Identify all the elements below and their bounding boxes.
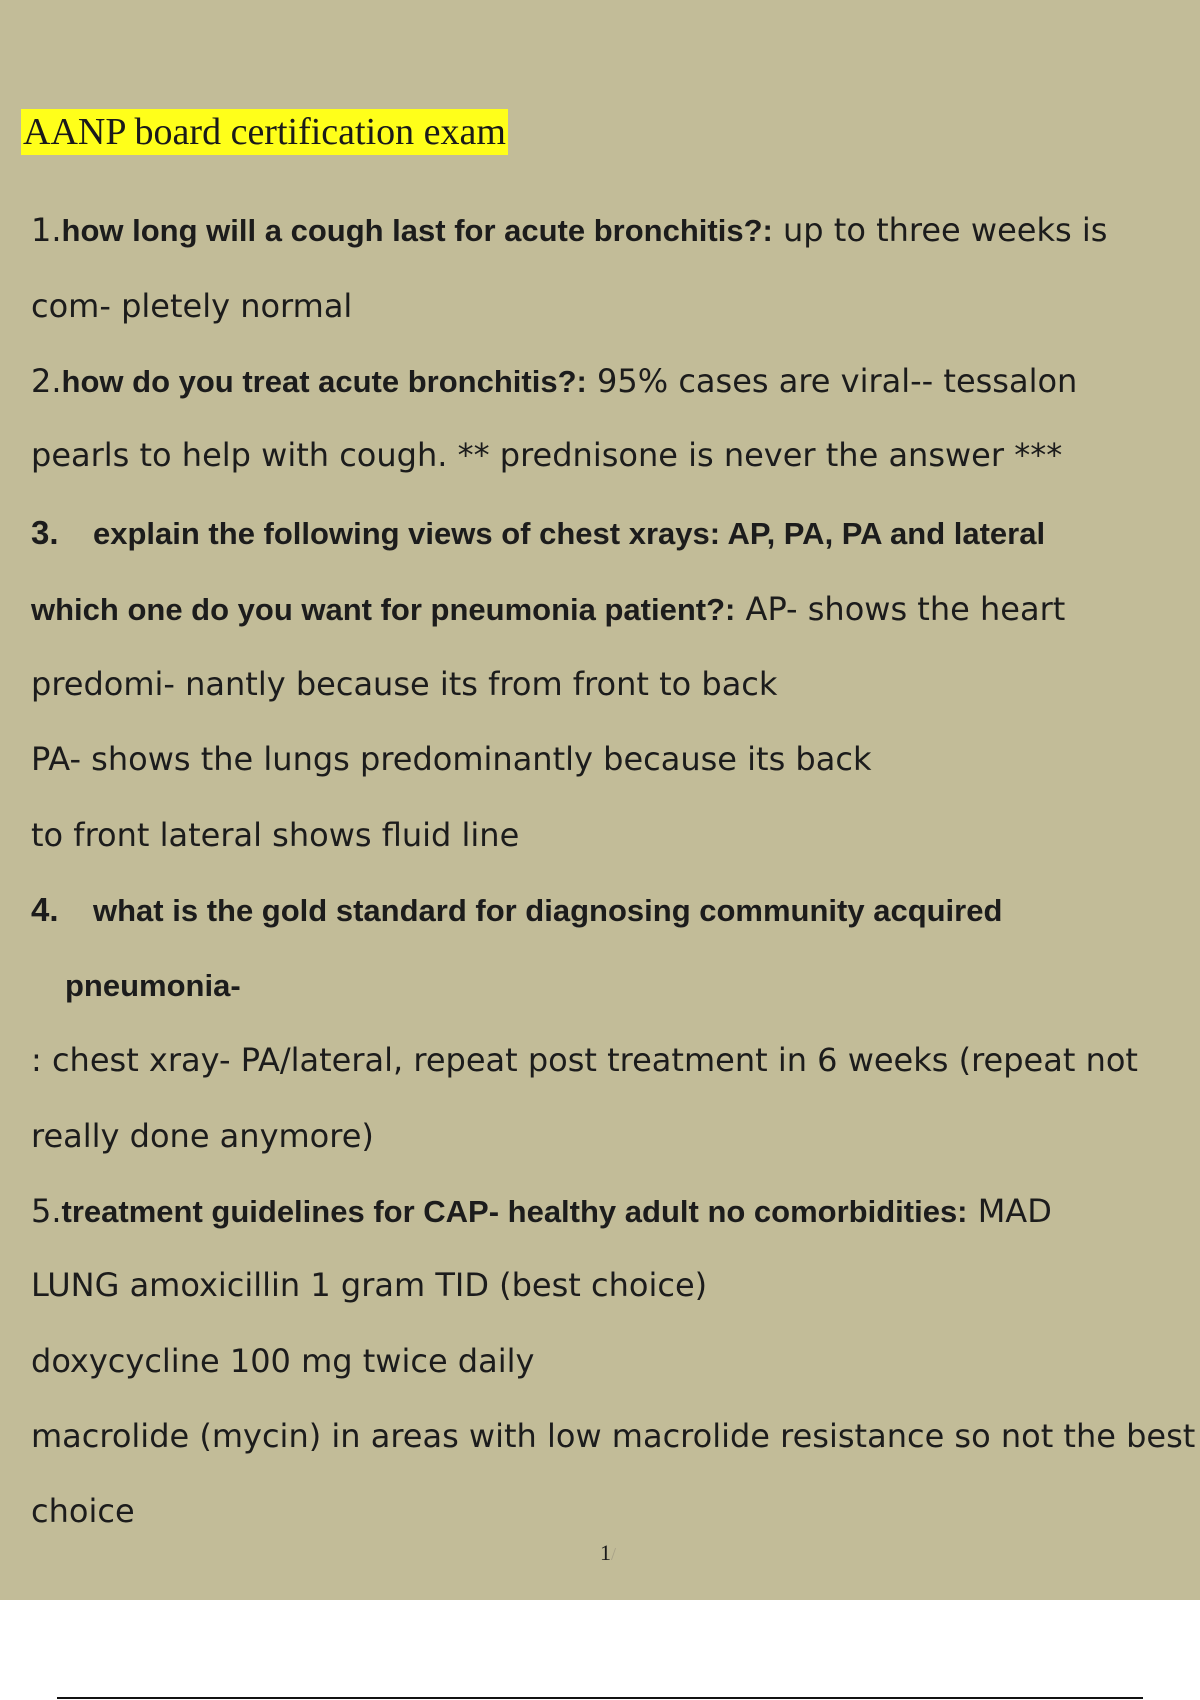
question-5-text: treatment guidelines for CAP- healthy adult no comorbidities: [61, 1194, 968, 1229]
answer-3-line-3: to front lateral shows fluid line [31, 816, 520, 854]
question-4-line-2 [65, 965, 241, 1005]
question-3-line-1 [31, 513, 1045, 553]
question-1 [31, 210, 1107, 250]
answer-4-line-1: : chest xray- PA/lateral, repeat post treatment in 6 weeks (repeat not [31, 1041, 1138, 1079]
page-number [600, 1540, 616, 1566]
question-3-number: 3. [31, 514, 59, 551]
answer-5-start: MAD [967, 1192, 1052, 1230]
question-3-text-line-2: which one do you want for pneumonia patient?: [31, 592, 736, 627]
answer-2-line-1: pearls to help with cough. ** prednisone is never the answer *** [31, 436, 1063, 474]
question-1-text: how long will a cough last for acute bronchitis?: [61, 213, 773, 248]
question-4-text-line-2: pneumonia- [65, 968, 241, 1003]
page-number-value: 1 [600, 1540, 611, 1565]
answer-1-line-1: com- pletely normal [31, 287, 353, 325]
page-number-separator: / [611, 1544, 617, 1564]
question-2-number: 2. [31, 362, 62, 400]
question-4-line-1 [31, 890, 1002, 930]
answer-5-line-4: choice [31, 1492, 135, 1530]
answer-3-start: AP- shows the heart [735, 590, 1066, 628]
document-title: AANP board certification exam [23, 111, 506, 153]
answer-2-start: 95% cases are viral-- tessalon [586, 362, 1078, 400]
question-2-text: how do you treat acute bronchitis?: [61, 364, 587, 399]
question-1-number: 1. [31, 211, 62, 249]
question-4-number: 4. [31, 891, 59, 928]
answer-5-line-3: macrolide (mycin) in areas with low macrolide resistance so not the best [31, 1417, 1196, 1455]
answer-1-start: up to three weeks is [772, 211, 1108, 249]
question-2 [31, 361, 1077, 401]
answer-3-line-1: predomi- nantly because its from front to back [31, 665, 778, 703]
answer-4-line-2: really done anymore) [31, 1117, 374, 1155]
footer-divider [57, 1697, 1143, 1699]
question-3-line-2 [31, 589, 1065, 629]
answer-3-line-2: PA- shows the lungs predominantly because its back [31, 740, 872, 778]
question-5 [31, 1191, 1052, 1231]
question-5-number: 5. [31, 1192, 62, 1230]
answer-5-line-2: doxycycline 100 mg twice daily [31, 1342, 535, 1380]
question-3-text-line-1: explain the following views of chest xrays: AP, PA, PA and lateral [93, 516, 1046, 551]
question-4-text-line-1: what is the gold standard for diagnosing community acquired [93, 893, 1003, 928]
answer-5-line-1: LUNG amoxicillin 1 gram TID (best choice) [31, 1266, 708, 1304]
